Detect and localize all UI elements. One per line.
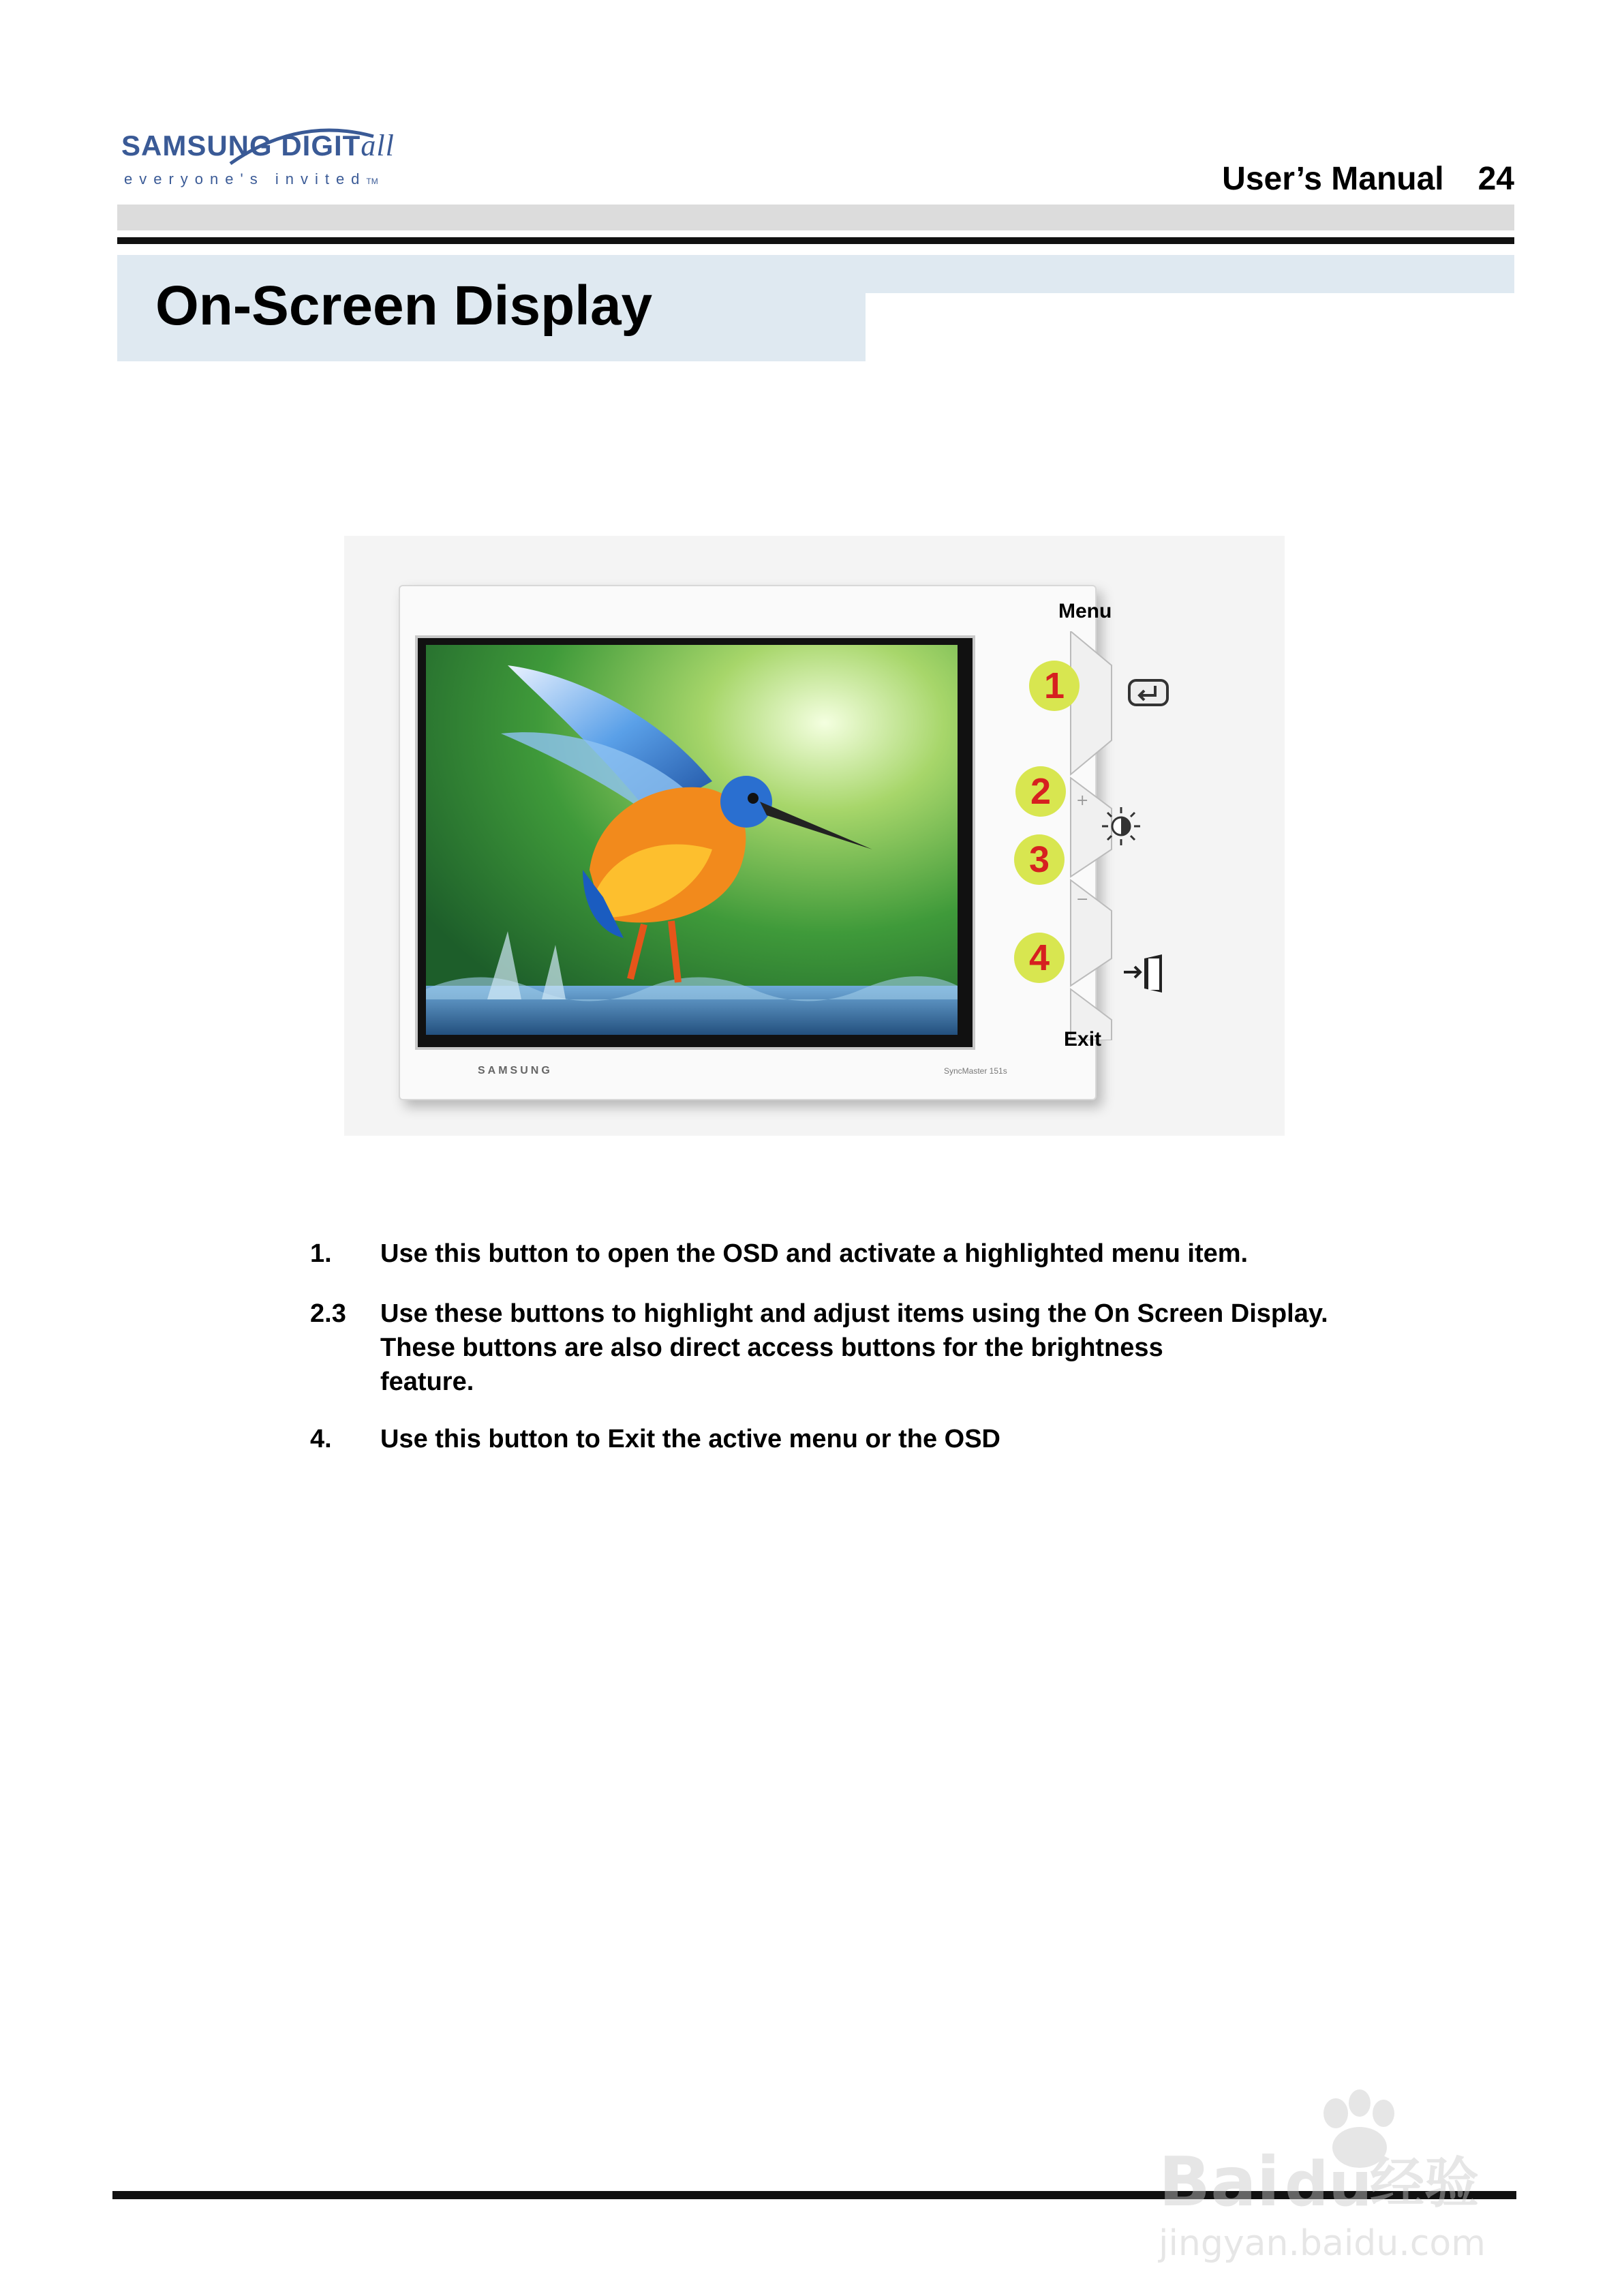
- brightness-icon: [1101, 806, 1142, 847]
- item-number: 2.3: [310, 1299, 346, 1328]
- item-line: Use these buttons to highlight and adjust items using the On Screen Display.: [380, 1299, 1328, 1328]
- page-number: 24: [1478, 161, 1514, 197]
- manual-header: [1222, 160, 1514, 198]
- item-number: 1.: [310, 1239, 332, 1268]
- kingfisher-image: [426, 645, 958, 1035]
- logo-tagline: [124, 170, 378, 188]
- watermark-url: jingyan.baidu.com: [1159, 2223, 1486, 2263]
- watermark-brand-2: du: [1285, 2149, 1373, 2220]
- item-line: Use this button to open the OSD and activate a highlighted menu item.: [380, 1239, 1249, 1268]
- button-number-3: 3: [1014, 834, 1065, 885]
- monitor-brand-label: SAMSUNG: [478, 1065, 553, 1076]
- section-title: On-Screen Display: [155, 275, 653, 337]
- button-number-2: 2: [1015, 766, 1066, 817]
- section-banner-extension: [866, 255, 1514, 293]
- item-text: [380, 1422, 1471, 1456]
- header-rule: [117, 237, 1514, 244]
- watermark-product: 经验: [1370, 2151, 1479, 2215]
- exit-label: Exit: [1064, 1028, 1102, 1051]
- samsung-logo: [121, 123, 395, 198]
- logo-tagline-text: everyone's invited: [124, 170, 367, 187]
- menu-label: Menu: [1058, 600, 1112, 622]
- item-text: [380, 1237, 1471, 1271]
- logo-brand-script: all: [361, 129, 395, 162]
- watermark-brand: Bai: [1159, 2142, 1280, 2222]
- item-line: These buttons are also direct access buttons for the brightness: [380, 1333, 1163, 1362]
- item-line: Use this button to Exit the active menu or the OSD: [380, 1425, 1000, 1453]
- svg-text:+: +: [1076, 792, 1089, 809]
- svg-text:−: −: [1076, 891, 1089, 908]
- monitor-figure: [344, 536, 1285, 1136]
- button-number-4: 4: [1014, 933, 1065, 983]
- button-number-1: 1: [1029, 661, 1080, 711]
- exit-door-icon: [1121, 953, 1169, 995]
- item-number: 4.: [310, 1425, 332, 1453]
- monitor-model-label: SyncMaster 151s: [944, 1066, 1007, 1076]
- header-band: [117, 205, 1514, 230]
- manual-title: User’s Manual: [1222, 161, 1444, 197]
- item-line: feature.: [380, 1368, 474, 1396]
- item-text: [380, 1297, 1471, 1399]
- baidu-watermark: [1152, 2072, 1533, 2263]
- logo-trademark: TM: [366, 177, 378, 186]
- enter-icon: [1128, 679, 1169, 706]
- logo-brand-text: SAMSUNG DIGIT: [121, 130, 361, 162]
- section-banner-notch: [866, 293, 906, 361]
- logo-swoosh-icon: [224, 123, 380, 170]
